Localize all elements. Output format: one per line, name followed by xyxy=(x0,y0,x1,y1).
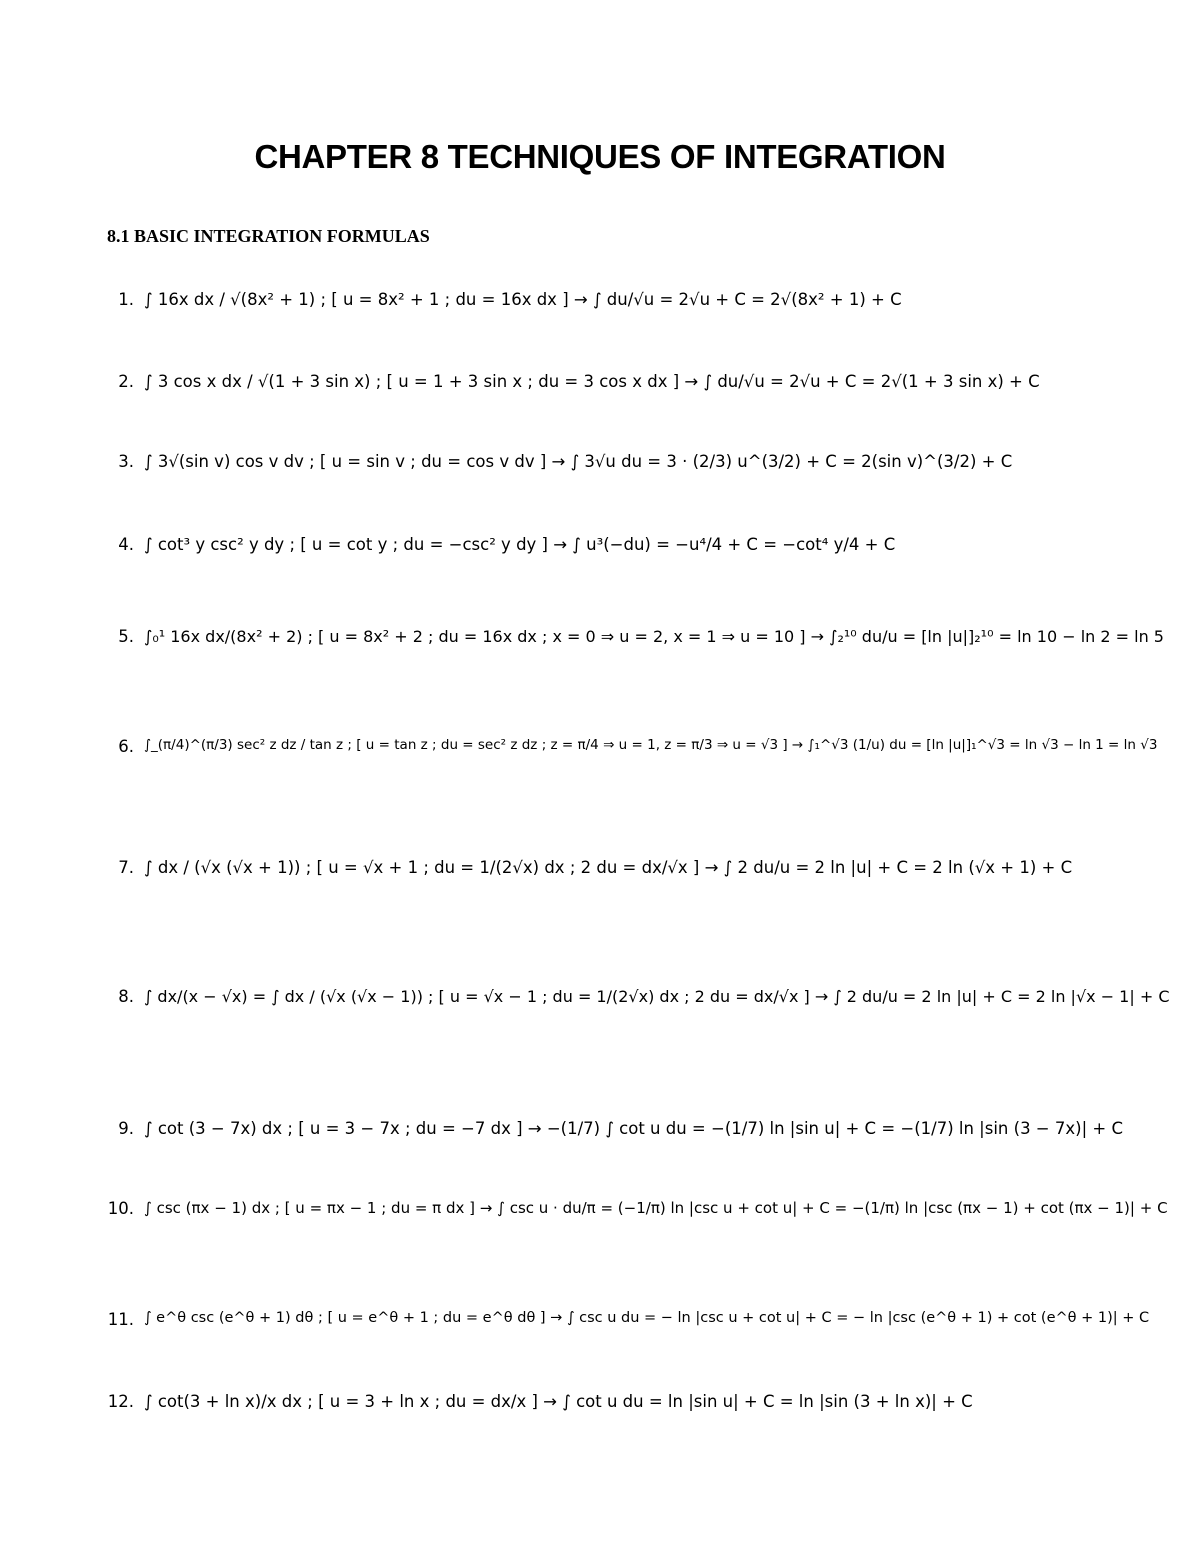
chapter-title: CHAPTER 8 TECHNIQUES OF INTEGRATION xyxy=(254,138,946,175)
problem-solution: ∫ csc (πx − 1) dx ; [ u = πx − 1 ; du = π dx ] → ∫ csc u · du/π = (−1/π) ln |csc u + cot u| + C = −(1/π) ln |csc (πx − 1) + cot (πx − 1)| + C xyxy=(144,1199,1168,1217)
section-heading: 8.1 BASIC INTEGRATION FORMULAS xyxy=(107,226,430,246)
problem-number: 10. xyxy=(107,1199,134,1218)
problem-solution: ∫₀¹ 16x dx/(8x² + 2) ; [ u = 8x² + 2 ; du = 16x dx ; x = 0 ⇒ u = 2, x = 1 ⇒ u = 10 ] → ∫₂¹⁰ du/u = [ln |u|]₂¹⁰ = ln 10 − ln 2 = ln 5 xyxy=(144,627,1164,646)
problem-number: 3. xyxy=(118,452,134,471)
problem-solution: ∫ e^θ csc (e^θ + 1) dθ ; [ u = e^θ + 1 ; du = e^θ dθ ] → ∫ csc u du = − ln |csc u + cot u| + C = − ln |csc (e^θ + 1) + cot (e^θ + 1)| + C xyxy=(144,1310,1150,1326)
problem-solution: ∫ cot³ y csc² y dy ; [ u = cot y ; du = −csc² y dy ] → ∫ u³(−du) = −u⁴/4 + C = −cot⁴ y/4 + C xyxy=(144,535,896,554)
problem-solution: ∫_(π/4)^(π/3) sec² z dz / tan z ; [ u = tan z ; du = sec² z dz ; z = π/4 ⇒ u = 1, z = π/3 ⇒ u = √3 ] → ∫₁^√3 (1/u) du = [ln |u|]₁^√3 = ln √3 − ln 1 = ln √3 xyxy=(144,737,1158,753)
problem-solution: ∫ 16x dx / √(8x² + 1) ; [ u = 8x² + 1 ; du = 16x dx ] → ∫ du/√u = 2√u + C = 2√(8x² + 1) + C xyxy=(144,290,902,309)
problem-number: 2. xyxy=(118,372,134,391)
problem-number: 1. xyxy=(118,290,134,309)
problem-number: 4. xyxy=(118,535,134,554)
problem-solution: ∫ cot(3 + ln x)/x dx ; [ u = 3 + ln x ; du = dx/x ] → ∫ cot u du = ln |sin u| + C = ln |sin (3 + ln x)| + C xyxy=(144,1392,973,1411)
problem-solution: ∫ 3 cos x dx / √(1 + 3 sin x) ; [ u = 1 + 3 sin x ; du = 3 cos x dx ] → ∫ du/√u = 2√u + C = 2√(1 + 3 sin x) + C xyxy=(144,372,1040,391)
problem-number: 6. xyxy=(118,737,134,756)
problem-number: 7. xyxy=(118,858,134,877)
problem-number: 5. xyxy=(118,627,134,646)
problem-solution: ∫ 3√(sin v) cos v dv ; [ u = sin v ; du = cos v dv ] → ∫ 3√u du = 3 · (2/3) u^(3/2) + C = 2(sin v)^(3/2) + C xyxy=(144,452,1013,471)
problem-solution: ∫ cot (3 − 7x) dx ; [ u = 3 − 7x ; du = −7 dx ] → −(1/7) ∫ cot u du = −(1/7) ln |sin u| + C = −(1/7) ln |sin (3 − 7x)| + C xyxy=(144,1119,1123,1138)
problem-number: 11. xyxy=(107,1310,134,1329)
problem-number: 9. xyxy=(118,1119,134,1138)
problem-number: 12. xyxy=(107,1392,134,1411)
problem-solution: ∫ dx/(x − √x) = ∫ dx / (√x (√x − 1)) ; [ u = √x − 1 ; du = 1/(2√x) dx ; 2 du = dx/√x ] → ∫ 2 du/u = 2 ln |u| + C = 2 ln |√x − 1| + C xyxy=(144,987,1170,1006)
problem-number: 8. xyxy=(118,987,134,1006)
problem-solution: ∫ dx / (√x (√x + 1)) ; [ u = √x + 1 ; du = 1/(2√x) dx ; 2 du = dx/√x ] → ∫ 2 du/u = 2 ln |u| + C = 2 ln (√x + 1) + C xyxy=(144,858,1073,877)
